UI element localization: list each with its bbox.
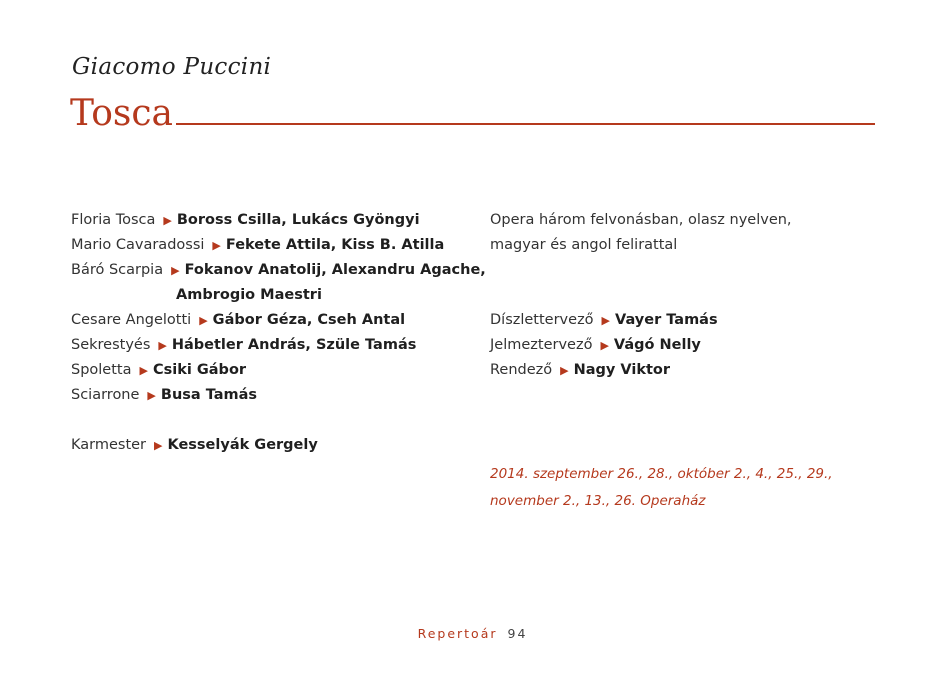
cast-names: Fokanov Anatolij, Alexandru Agache, [184,262,486,278]
page-footer [0,626,945,641]
cast-row [71,233,486,258]
cast-row [71,333,486,358]
cast-row [71,208,486,233]
cast-role: Spoletta [71,362,132,378]
creative-role: Jelmeztervező [490,337,593,353]
cast-role: Sekrestyés [71,337,151,353]
spacer [490,258,792,283]
arrow-right-icon: ▶ [171,264,180,277]
cast-names: Kesselyák Gergely [167,437,318,453]
creative-row [490,308,792,333]
cast-role: Mario Cavaradossi [71,237,205,253]
description-line: magyar és angol felirattal [490,237,678,253]
cast-row-continuation [71,283,486,308]
cast-role: Sciarrone [71,387,140,403]
arrow-right-icon: ▶ [139,364,148,377]
arrow-right-icon: ▶ [154,439,163,452]
info-column [490,208,792,383]
creative-row [490,358,792,383]
arrow-right-icon: ▶ [163,214,172,227]
opera-title: Tosca [70,93,173,134]
cast-role: Floria Tosca [71,212,156,228]
dates-line: november 2., 13., 26. Operaház [490,493,706,509]
creative-names: Vayer Tamás [615,312,718,328]
creative-names: Nagy Viktor [573,362,671,378]
cast-names: Ambrogio Maestri [176,287,322,303]
conductor-row [71,433,486,458]
creative-names: Vágó Nelly [613,337,701,353]
title-rule [176,123,875,125]
creative-role: Díszlettervező [490,312,594,328]
cast-row [71,258,486,283]
cast-names: Hábetler András, Szüle Tamás [171,337,417,353]
cast-row [71,308,486,333]
cast-names: Gábor Géza, Cseh Antal [212,312,406,328]
arrow-right-icon: ▶ [560,364,569,377]
arrow-right-icon: ▶ [212,239,221,252]
cast-role: Báró Scarpia [71,262,164,278]
page-number: 94 [507,626,528,641]
cast-row [71,383,486,408]
cast-names: Busa Tamás [160,387,258,403]
spacer [71,408,486,433]
creative-row [490,333,792,358]
cast-row [71,358,486,383]
title-row [70,92,875,136]
cast-names: Boross Csilla, Lukács Gyöngyi [176,212,420,228]
composer-name: Giacomo Puccini [72,54,272,80]
cast-names: Csiki Gábor [152,362,247,378]
cast-list [71,208,486,458]
dates-line: 2014. szeptember 26., 28., október 2., 4., 25., 29., [490,466,833,482]
description-line: Opera három felvonásban, olasz nyelven, [490,212,792,228]
spacer [490,283,792,308]
cast-role: Karmester [71,437,147,453]
arrow-right-icon: ▶ [158,339,167,352]
arrow-right-icon: ▶ [199,314,208,327]
performance-dates [490,461,833,515]
arrow-right-icon: ▶ [600,339,609,352]
footer-section-label: Repertoár [417,626,498,641]
cast-role: Cesare Angelotti [71,312,192,328]
creative-role: Rendező [490,362,553,378]
cast-names: Fekete Attila, Kiss B. Atilla [225,237,445,253]
arrow-right-icon: ▶ [147,389,156,402]
arrow-right-icon: ▶ [601,314,611,327]
